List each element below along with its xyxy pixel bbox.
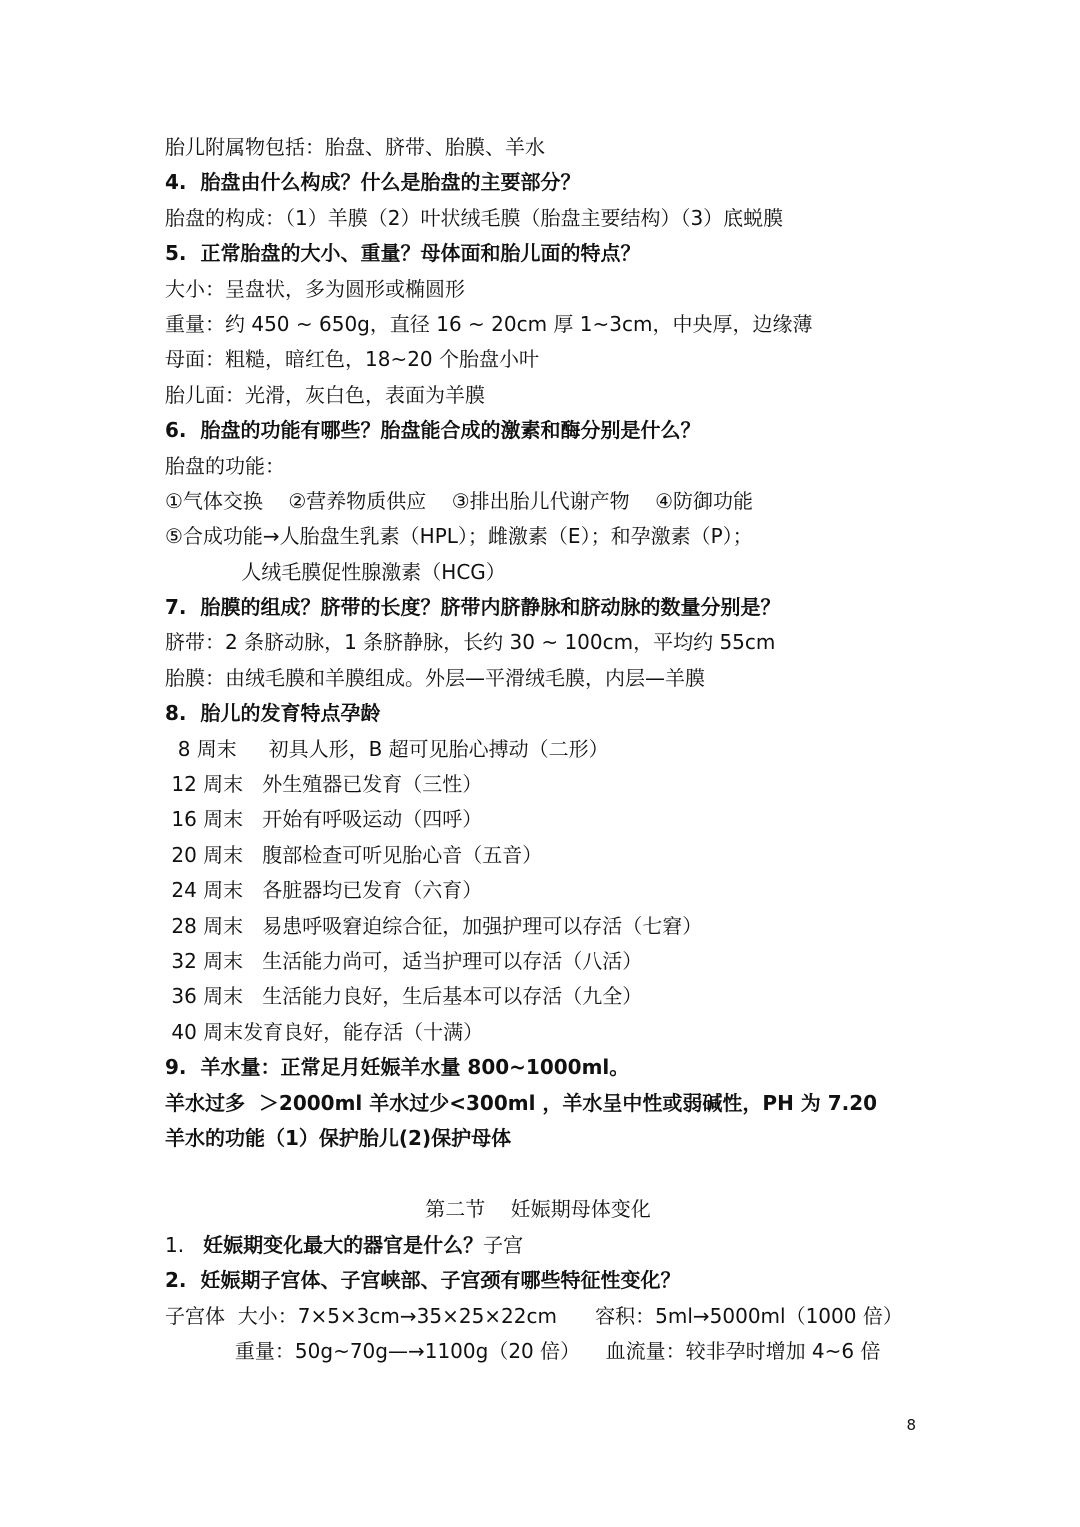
text-line: 人绒毛膜促性腺激素（HCG） [165, 559, 506, 584]
section-title: 第二节 妊娠期母体变化 [425, 1197, 651, 1222]
text-line: 8 周末 初具人形，B 超可见胎心搏动（二形） [165, 736, 609, 761]
text-line: 20 周末 腹部检查可听见胎心音（五音） [165, 842, 543, 867]
text-line: 2. 妊娠期子宫体、子宫峡部、子宫颈有哪些特征性变化？ [165, 1268, 681, 1293]
text-line: 母面：粗糙，暗红色，18~20 个胎盘小叶 [165, 347, 540, 372]
page-number: 8 [906, 1416, 916, 1434]
text-line: 重量：约 450 ~ 650g，直径 16 ~ 20cm 厚 1~3cm，中央厚，边缘薄 [165, 311, 813, 336]
text-line: 大小：呈盘状，多为圆形或椭圆形 [165, 276, 465, 301]
question-1-answer: 子宫 [483, 1232, 524, 1257]
question-1-number: 1. [165, 1232, 204, 1257]
text-line: 羊水过多 ＞2000ml 羊水过少<300ml ，羊水呈中性或弱碱性，PH 为 7.20 [165, 1090, 878, 1115]
text-line: ⑤合成功能→人胎盘生乳素（HPL）；雌激素（E）；和孕激素（P）； [165, 524, 753, 549]
text-line: 16 周末 开始有呼吸运动（四呼） [165, 807, 483, 832]
page-content [165, 130, 955, 1369]
text-line: 胎盘的功能： [165, 453, 285, 478]
text-line: 8. 胎儿的发育特点孕龄 [165, 701, 381, 726]
text-line: 胎膜：由绒毛膜和羊膜组成。外层—平滑绒毛膜，内层—羊膜 [165, 665, 705, 690]
text-line: 7. 胎膜的组成？脐带的长度？脐带内脐静脉和脐动脉的数量分别是？ [165, 595, 781, 620]
text-line: 胎儿面：光滑，灰白色，表面为羊膜 [165, 382, 485, 407]
text-line: 子宫体 大小：7×5×3cm→35×25×22cm 容积：5ml→5000ml（1000 倍） [165, 1303, 903, 1328]
text-line: 9. 羊水量：正常足月妊娠羊水量 800~1000ml。 [165, 1055, 630, 1080]
text-line: 胎儿附属物包括：胎盘、脐带、胎膜、羊水 [165, 135, 545, 159]
text-line: 重量：50g~70g—→1100g（20 倍） 血流量：较非孕时增加 4~6 倍 [165, 1338, 881, 1363]
section-one-lines [165, 130, 955, 1156]
section-gap [165, 1156, 955, 1192]
text-line: 5. 正常胎盘的大小、重量？母体面和胎儿面的特点？ [165, 241, 641, 266]
text-line: 6. 胎盘的功能有哪些？胎盘能合成的激素和酶分别是什么？ [165, 418, 701, 443]
text-line: ①气体交换 ②营养物质供应 ③排出胎儿代谢产物 ④防御功能 [165, 488, 754, 513]
text-line: 28 周末 易患呼吸窘迫综合征，加强护理可以存活（七窘） [165, 913, 703, 938]
question-1 [165, 1228, 955, 1263]
text-line: 24 周末 各脏器均已发育（六育） [165, 878, 483, 903]
text-line: 32 周末 生活能力尚可，适当护理可以存活（八活） [165, 948, 643, 973]
text-line: 胎盘的构成：（1）羊膜（2）叶状绒毛膜（胎盘主要结构）（3）底蜕膜 [165, 205, 784, 230]
text-line: 脐带：2 条脐动脉，1 条脐静脉，长约 30 ~ 100cm，平均约 55cm [165, 630, 776, 655]
text-line: 40 周末发育良好，能存活（十满） [165, 1019, 484, 1044]
text-line: 4. 胎盘由什么构成？什么是胎盘的主要部分？ [165, 170, 581, 195]
section-two-lines [165, 1263, 955, 1369]
text-line: 12 周末 外生殖器已发育（三性） [165, 772, 483, 797]
question-1-text: 妊娠期变化最大的器官是什么？ [203, 1232, 484, 1257]
text-line: 36 周末 生活能力良好，生后基本可以存活（九全） [165, 984, 643, 1009]
text-line: 羊水的功能（1）保护胎儿(2)保护母体 [165, 1125, 512, 1150]
